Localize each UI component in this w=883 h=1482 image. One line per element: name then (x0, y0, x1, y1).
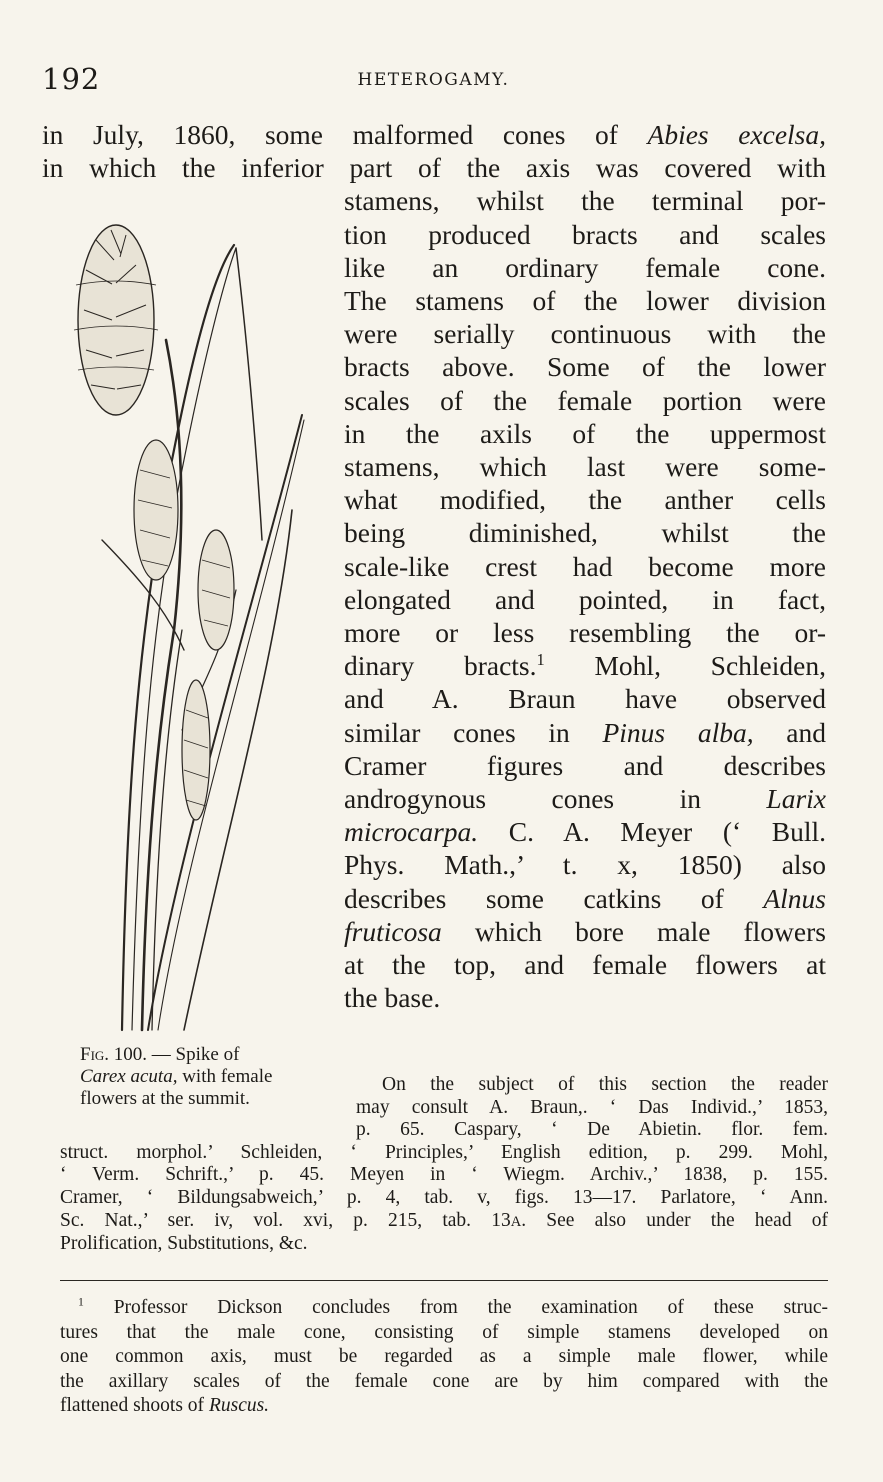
text-line: at the top, and female flowers at (344, 949, 826, 981)
bibliography-note (60, 1074, 828, 1256)
text-line: stamens, whilst the terminal por- (344, 185, 826, 217)
text-line: stamens, which last were some- (344, 451, 826, 483)
footnote-line: $^1$ Professor Dickson concludes from the examination of these struc- (78, 1295, 828, 1318)
text-line: scales of the female portion were (344, 384, 826, 416)
text-line: similar cones in Pinus alba, and (344, 716, 826, 748)
text-line: the base. (344, 982, 441, 1014)
text-line: bracts above. Some of the lower (344, 351, 826, 383)
text-line: in July, 1860, some malformed cones of Abies excelsa, (42, 119, 827, 150)
figure-carex-acuta-illustration (56, 210, 316, 1040)
text-line: more or less resembling the or- (344, 617, 826, 649)
note-line: Prolification, Substitutions, &c. (60, 1233, 308, 1255)
text-line: dinary bracts.$^1$ Mohl, Schleiden, (344, 650, 826, 682)
spike-top (74, 225, 158, 415)
text-line: fruticosa which bore male flowers (344, 915, 826, 947)
text-line: androgynous cones in Larix (344, 783, 826, 815)
text-line: The stamens of the lower division (344, 285, 826, 317)
footnote-line: the axillary scales of the female cone are by him compared with the (60, 1370, 828, 1392)
text-line: Phys. Math.,’ t. x, 1850) also (344, 849, 826, 881)
sedge-engraving (56, 210, 316, 1040)
note-line: may consult A. Braun,. ‘ Das Individ.,’ 1853, (356, 1096, 828, 1118)
note-line: Cramer, ‘ Bildungsabweich,’ p. 4, tab. v, figs. 13—17. Parlatore, ‘ Ann. (60, 1186, 828, 1208)
spike-middle (134, 440, 234, 820)
footnote (60, 1296, 828, 1419)
text-line: elongated and pointed, in fact, (344, 583, 826, 615)
figure-label: Fig. 100. (80, 1044, 148, 1065)
text-line: being diminished, whilst the (344, 517, 826, 549)
text-line: in the axils of the uppermost (344, 417, 826, 449)
text-line: Cramer figures and describes (344, 749, 826, 781)
text-line: scale-like crest had become more (344, 550, 826, 582)
footnote-line: tures that the male cone, consisting of simple stamens developed on (60, 1321, 828, 1343)
text-line: microcarpa. C. A. Meyer (‘ Bull. (344, 816, 826, 848)
note-line: Sc. Nat.,’ ser. iv, vol. xvi, p. 215, tab. 13A. See also under the head of (60, 1209, 828, 1231)
page-header (42, 62, 825, 98)
page-number: 192 (42, 62, 101, 96)
note-line: p. 65. Caspary, ‘ De Abietin. flor. fem. (356, 1119, 828, 1141)
note-line: On the subject of this section the reader (382, 1074, 828, 1095)
note-line: ‘ Verm. Schrift.,’ p. 45. Meyen in ‘ Wiegm. Archiv.,’ 1838, p. 155. (60, 1164, 828, 1186)
footnote-reference: 1 (536, 650, 545, 670)
footnote-divider (60, 1280, 828, 1281)
text-line: tion produced bracts and scales (344, 218, 826, 250)
footnote-line: flattened shoots of Ruscus. (60, 1395, 270, 1416)
running-head: HETEROGAMY. (357, 70, 510, 90)
text-line: describes some catkins of Alnus (344, 882, 826, 914)
text-line: in which the inferior part of the axis was covered with (42, 152, 826, 184)
footnote-marker: 1 (78, 1295, 84, 1309)
text-line: what modified, the anther cells (344, 484, 826, 516)
figure-caption: Fig. 100. — Spike of Carex acuta, with female flowers at the summit. (80, 1044, 273, 1109)
text-line: like an ordinary female cone. (344, 251, 826, 283)
text-line: and A. Braun have observed (344, 683, 826, 715)
note-line: struct. morphol.’ Schleiden, ‘ Principles,’ English edition, p. 299. Mohl, (60, 1141, 828, 1163)
footnote-line: one common axis, must be regarded as a simple male flower, while (60, 1346, 828, 1367)
text-line: were serially continuous with the (344, 318, 826, 350)
